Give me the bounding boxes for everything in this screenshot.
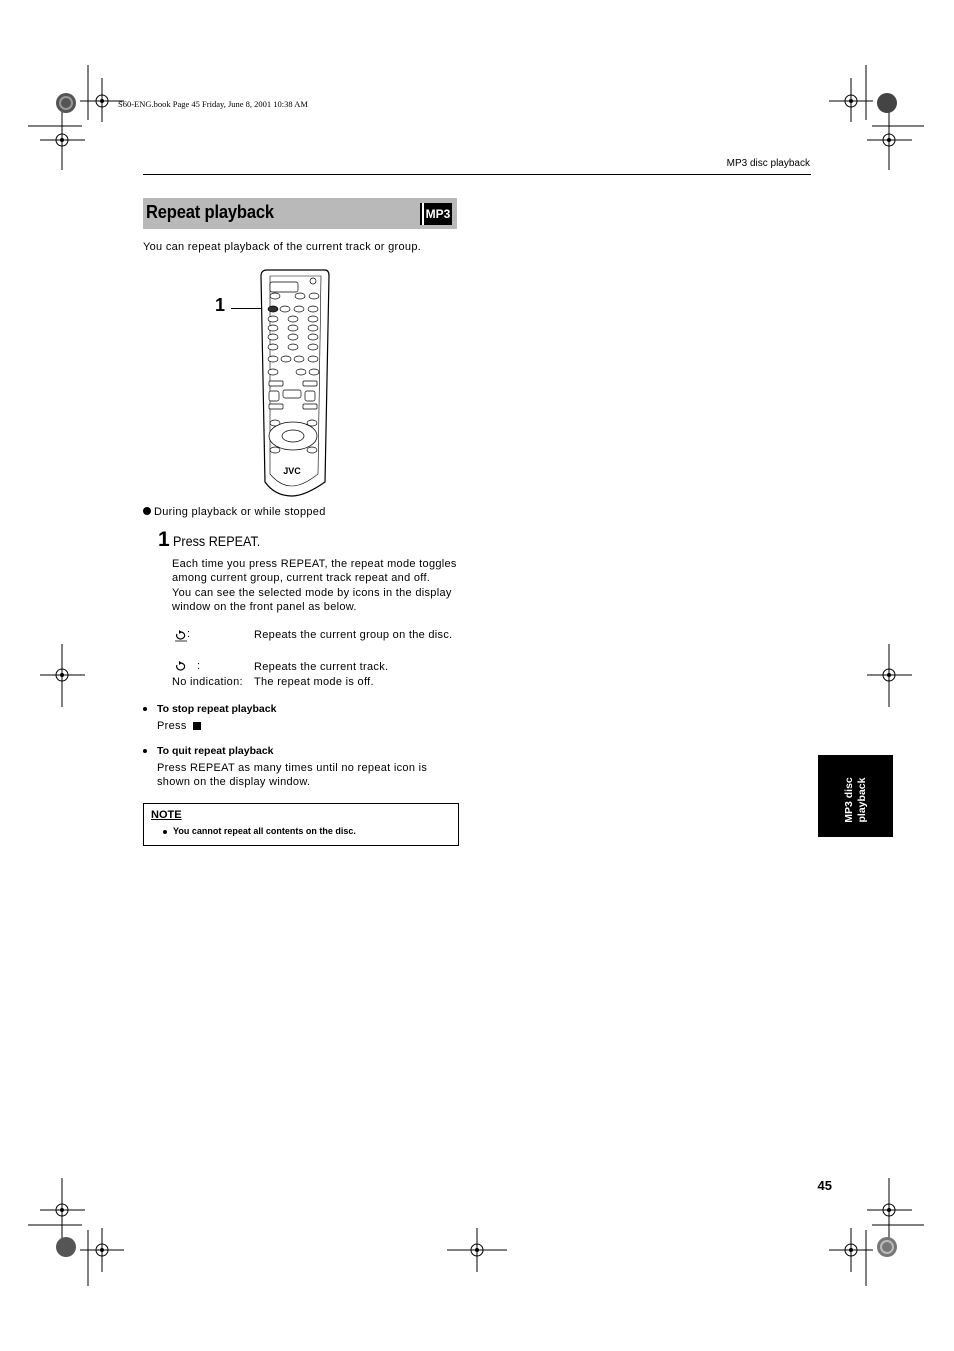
step-label: Press REPEAT. <box>173 533 261 549</box>
header-section-title: MP3 disc playback <box>726 158 810 169</box>
stop-heading: To stop repeat playback <box>157 703 277 715</box>
bullet-icon <box>143 707 147 711</box>
figure-callout-number: 1 <box>215 295 226 315</box>
stop-text-line <box>157 719 201 733</box>
mode-separator: : <box>187 628 191 640</box>
remote-control-illustration <box>225 268 335 500</box>
step-paragraph-1: Each time you press REPEAT, the repeat mode toggles among current group, current track repeat and off. <box>172 558 457 585</box>
no-indication-text: The repeat mode is off. <box>254 676 374 688</box>
print-info: S60-ENG.book Page 45 Friday, June 8, 2001 10:38 AM <box>118 99 308 109</box>
quit-heading: To quit repeat playback <box>157 745 274 757</box>
repeat-group-icon <box>174 628 191 642</box>
mp3-badge: MP3 <box>422 203 452 225</box>
jvc-logo: JVC <box>283 466 301 476</box>
note-title: NOTE <box>151 809 182 821</box>
header-rule <box>143 174 811 175</box>
section-title-bar <box>143 198 457 229</box>
note-item: You cannot repeat all contents on the disc. <box>173 826 356 836</box>
note-box <box>143 803 459 846</box>
page-title: Repeat playback <box>146 202 274 222</box>
step-paragraph-2: You can see the selected mode by icons in the display window on the front panel as below. <box>172 586 452 613</box>
intro-text: You can repeat playback of the current track or group. <box>143 241 422 253</box>
mode-separator: : <box>197 660 201 672</box>
page-number: 45 <box>817 1178 832 1193</box>
bullet-icon <box>163 830 167 834</box>
bullet-icon <box>143 507 151 515</box>
condition-line <box>143 506 326 518</box>
stop-text: Press <box>157 720 187 732</box>
chapter-side-tab-label <box>843 752 869 848</box>
mode-description: Repeats the current track. <box>254 661 389 673</box>
no-indication-label: No indication: <box>172 676 243 688</box>
quit-text: Press REPEAT as many times until no repeat icon is shown on the display window. <box>157 762 428 789</box>
side-tab-line-1: MP3 disc <box>843 777 855 823</box>
stop-icon <box>193 722 201 730</box>
step-number: 1 <box>158 528 170 551</box>
repeat-track-icon <box>174 661 188 672</box>
condition-text: During playback or while stopped <box>154 506 326 518</box>
side-tab-line-2: playback <box>856 777 868 823</box>
mode-description: Repeats the current group on the disc. <box>254 629 453 641</box>
step-description <box>172 557 462 614</box>
bullet-icon <box>143 749 147 753</box>
